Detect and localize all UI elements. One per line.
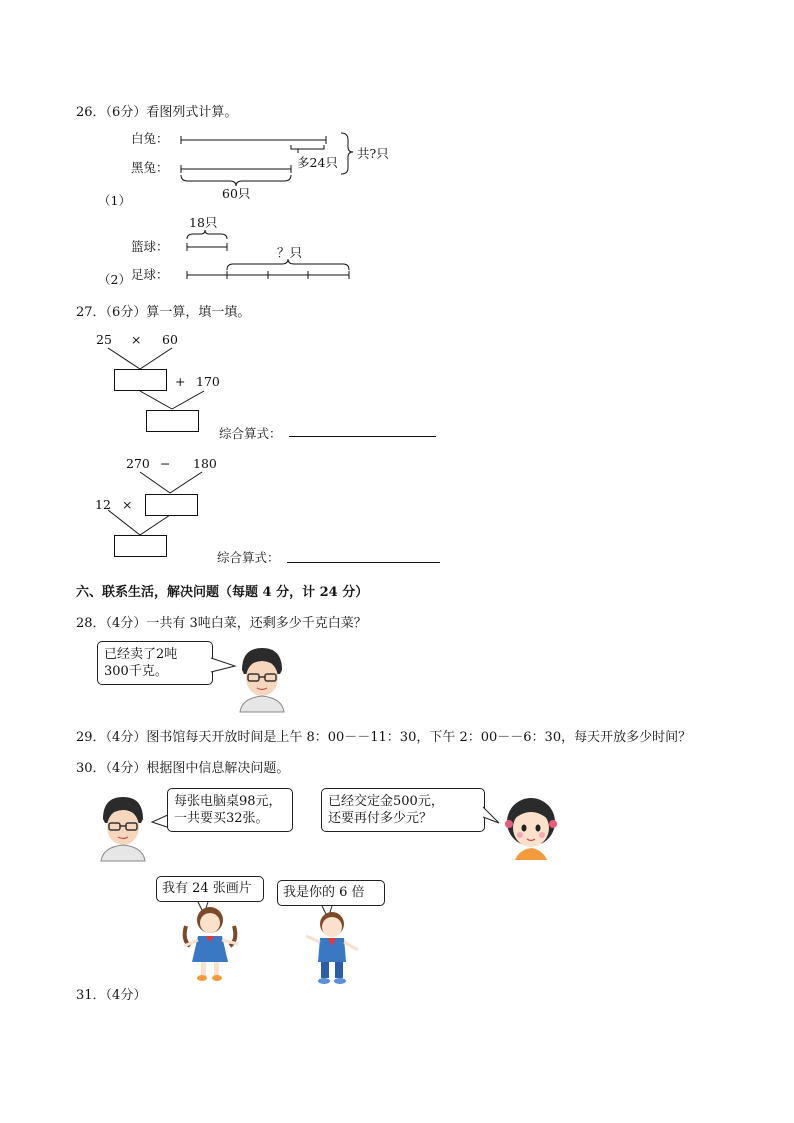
q30-right-bubble-line2: 还要再付多少元？: [328, 811, 433, 826]
q28-title: 28．（4分）一共有 3吨白菜，还剩多少千克白菜？: [76, 616, 367, 631]
tree2-lines: [100, 470, 300, 590]
boy-speech-text: 我是你的 6 倍: [283, 885, 365, 900]
part2-label: （2）: [98, 272, 131, 287]
q28-bubble-line2: 300千克。: [104, 664, 168, 679]
q26-title: 26．（6分）看图列式计算。: [76, 105, 238, 120]
basketball-count-label: 18只: [189, 215, 218, 230]
man-avatar-icon: [236, 648, 288, 712]
rabbit-segment-diagram: [178, 130, 378, 210]
tree1-b: 60: [162, 332, 178, 347]
q30-left-bubble-line1: 每张电脑桌98元，: [174, 794, 282, 809]
sixty-label: 60只: [222, 186, 251, 201]
tree2-op2: ×: [122, 497, 133, 512]
girl-avatar-icon: [501, 796, 561, 860]
tree1-formula-label: 综合算式：: [219, 426, 282, 441]
tree1-c: 170: [196, 374, 220, 389]
tree2-op: −: [160, 456, 171, 471]
tree2-box1[interactable]: [145, 494, 198, 516]
football-label: 足球：: [131, 267, 169, 282]
section6-title: 六、联系生活，解决问题（每题 4 分，计 24 分）: [76, 585, 369, 600]
tree1-box1[interactable]: [114, 369, 167, 391]
white-rabbit-label: 白兔：: [131, 131, 169, 146]
girl-speech-bubble: [156, 876, 264, 902]
boy-standing-icon: [302, 910, 364, 990]
part1-label: （1）: [98, 193, 131, 208]
girl-standing-icon: [180, 906, 242, 986]
q28-speech-bubble: [97, 641, 213, 685]
q30-left-speech-bubble: [167, 788, 293, 832]
q30-left-bubble-line2: 一共要买32张。: [174, 811, 269, 826]
tree2-b: 180: [193, 456, 217, 471]
q30-right-speech-bubble: [321, 788, 485, 832]
q29-title: 29．（4分）图书馆每天开放时间是上午 8：00－－11：30，下午 2：00－－6：30，每天开放多少时间？: [76, 730, 692, 745]
q30-right-bubble-line1: 已经交定金500元，: [328, 794, 444, 809]
black-rabbit-label: 黑兔：: [131, 160, 169, 175]
tree1-lines: [100, 345, 300, 465]
tree1-op: ×: [131, 332, 142, 347]
man-glasses-avatar-icon: [97, 797, 149, 861]
football-unknown-label: ？只: [277, 245, 303, 260]
tree1-answer-line[interactable]: [289, 436, 436, 437]
q27-title: 27．（6分）算一算，填一填。: [76, 305, 251, 320]
q31-title: 31．（4分）: [76, 988, 147, 1003]
boy-speech-bubble: [277, 880, 385, 906]
tree1-a: 25: [96, 332, 112, 347]
girl-speech-text: 我有 24 张画片: [162, 881, 252, 896]
tree1-box2[interactable]: [146, 410, 199, 432]
basketball-label: 篮球：: [131, 239, 169, 254]
total-label: 共?只: [357, 146, 389, 161]
tree2-box2[interactable]: [114, 535, 167, 557]
tree2-formula-label: 综合算式：: [217, 550, 280, 565]
q30-title: 30．（4分）根据图中信息解决问题。: [76, 761, 290, 776]
tree2-left: 12: [95, 497, 111, 512]
more-24-label: 多24只: [297, 155, 338, 170]
ball-segment-diagram: [183, 228, 383, 288]
tree2-a: 270: [126, 456, 150, 471]
tree2-answer-line[interactable]: [287, 562, 440, 563]
q28-bubble-line1: 已经卖了2吨: [104, 647, 178, 662]
tree1-op2: +: [175, 374, 186, 389]
